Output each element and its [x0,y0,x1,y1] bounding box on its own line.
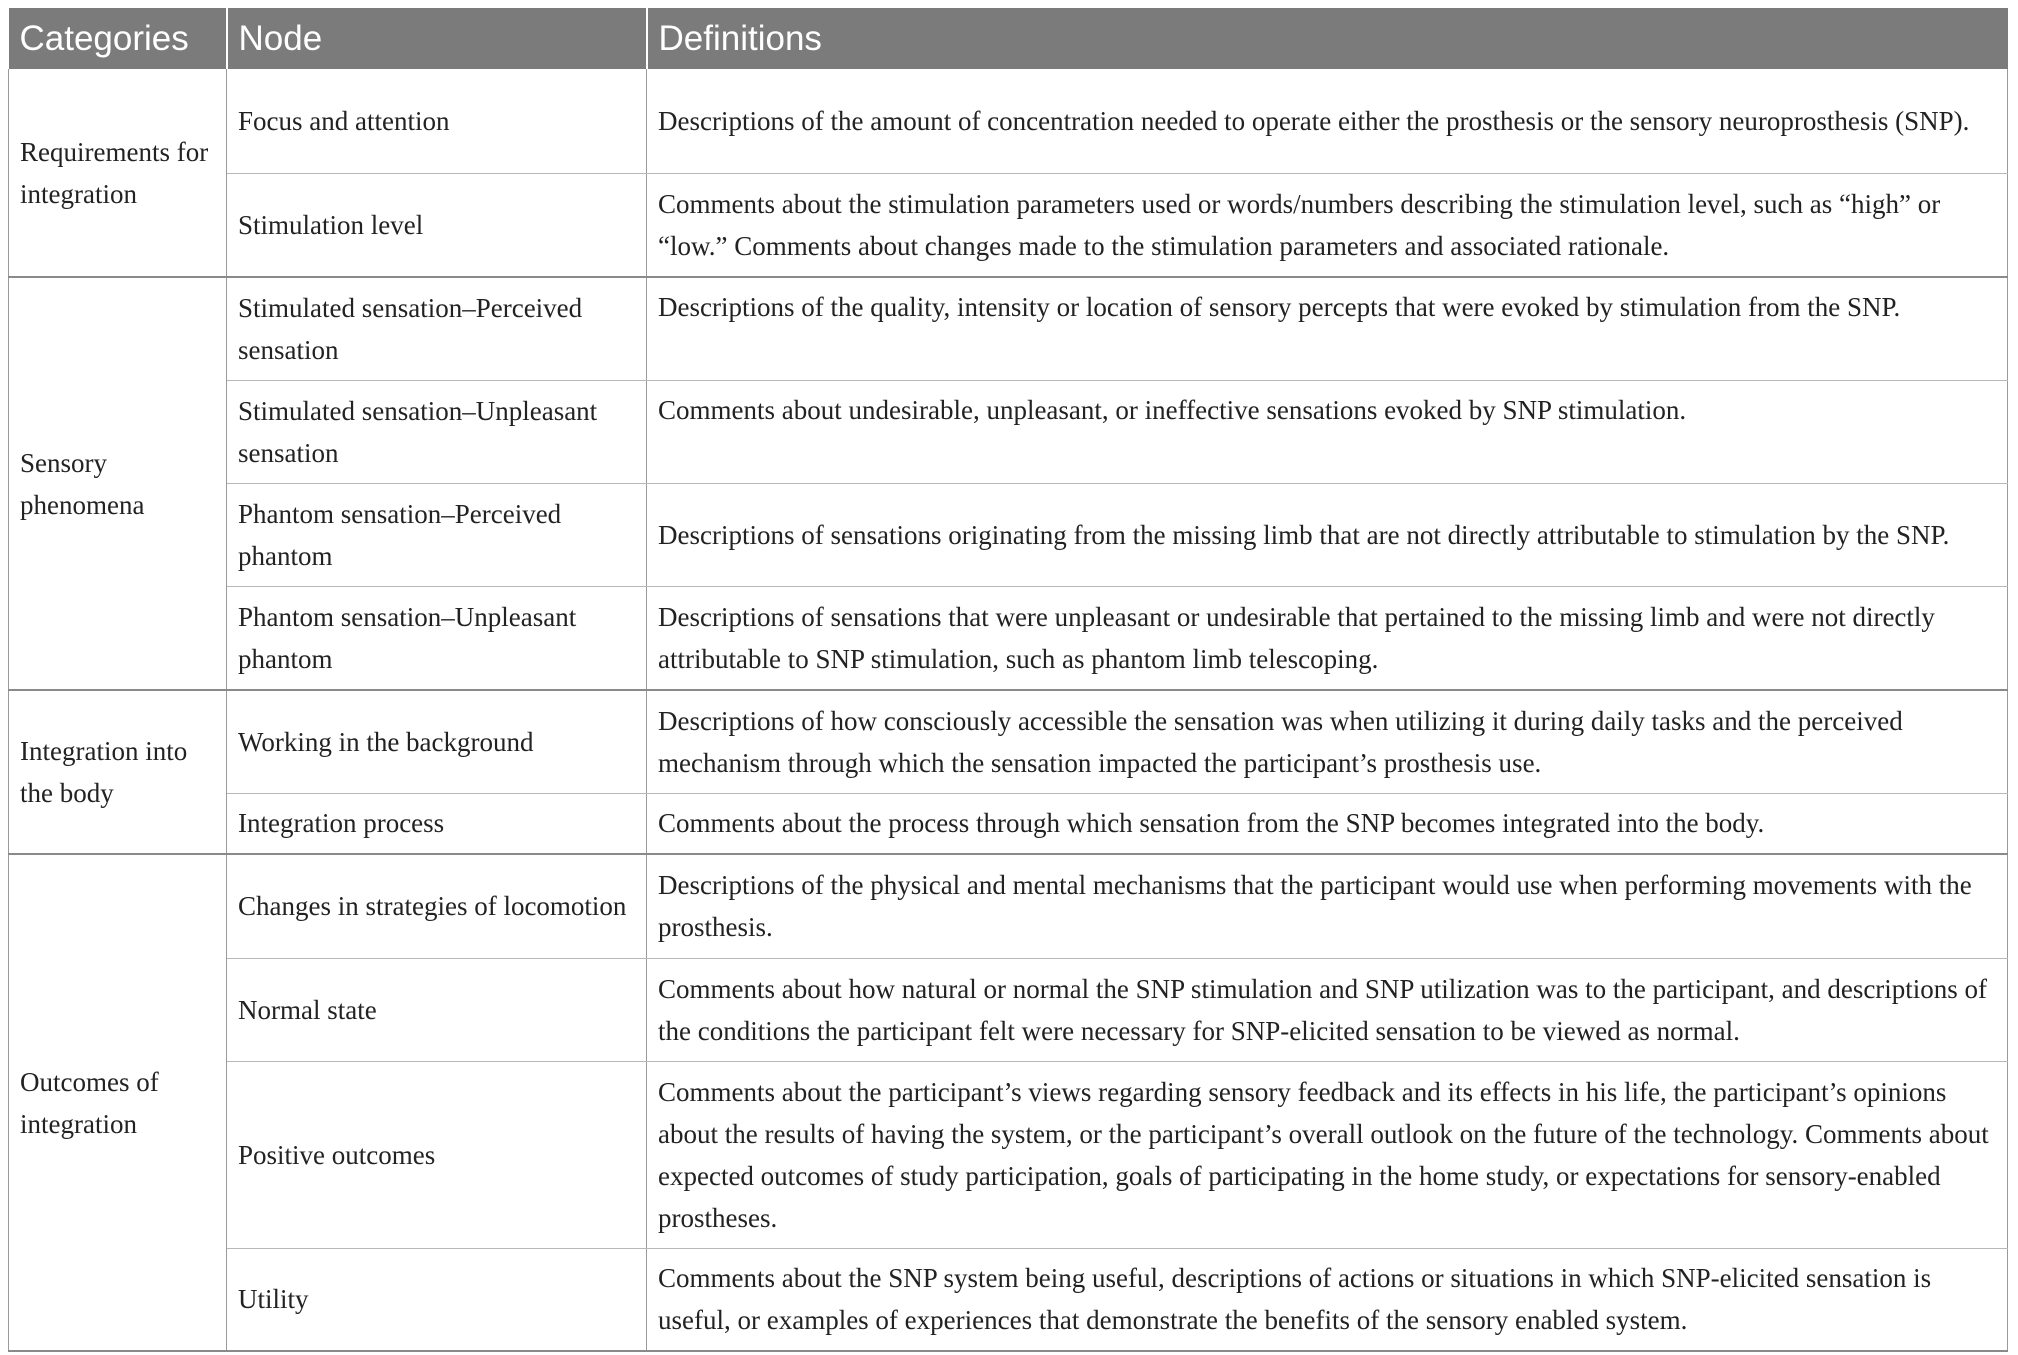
table-row [9,380,2008,483]
table-row [9,586,2008,690]
definition-cell: Descriptions of how consciously accessible the sensation was when utilizing it during daily tasks and the perceived mechanism through which the sensation impacted the participant’s prosthesis use. [647,690,2008,793]
definition-cell: Comments about the participant’s views regarding sensory feedback and its effects in his life, the participant’s opinions about the results of having the system, or the participant’s overall outlook on the future of the technology. Comments about expected outcomes of study participation, goals of participating in the home study, or expectations for sensory-enabled prostheses. [647,1061,2008,1248]
table-row [9,958,2008,1061]
category-cell: Integration into the body [9,690,227,854]
table-row [9,1248,2008,1351]
table-row [9,483,2008,586]
node-cell: Stimulation level [227,173,647,277]
category-cell: Sensory phenomena [9,277,227,690]
table-row [9,690,2008,793]
category-cell: Requirements for integration [9,69,227,277]
node-cell: Stimulated sensation–Unpleasant sensation [227,380,647,483]
node-cell: Focus and attention [227,69,647,173]
definition-cell: Comments about the process through which sensation from the SNP becomes integrated into the body. [647,793,2008,854]
definition-cell: Descriptions of sensations originating from the missing limb that are not directly attributable to stimulation by the SNP. [647,483,2008,586]
definition-cell: Descriptions of the amount of concentration needed to operate either the prosthesis or the sensory neuroprosthesis (SNP). [647,69,2008,173]
header-node: Node [227,8,647,69]
definition-cell: Comments about the stimulation parameters used or words/numbers describing the stimulation level, such as “high” or “low.” Comments about changes made to the stimulation parameters and associated rationale. [647,173,2008,277]
table-row [9,854,2008,958]
definition-cell: Descriptions of the physical and mental mechanisms that the participant would use when performing movements with the prosthesis. [647,854,2008,958]
definition-cell: Descriptions of sensations that were unpleasant or undesirable that pertained to the missing limb and were not directly attributable to SNP stimulation, such as phantom limb telescoping. [647,586,2008,690]
node-cell: Integration process [227,793,647,854]
header-row [9,8,2008,69]
definitions-table [8,8,2008,1352]
definition-cell: Comments about undesirable, unpleasant, or ineffective sensations evoked by SNP stimulation. [647,380,2008,483]
table-row [9,1061,2008,1248]
table-row [9,793,2008,854]
category-cell: Outcomes of integration [9,854,227,1351]
header-categories: Categories [9,8,227,69]
table-row [9,69,2008,173]
node-cell: Stimulated sensation–Perceived sensation [227,277,647,380]
header-definitions: Definitions [647,8,2008,69]
node-cell: Changes in strategies of locomotion [227,854,647,958]
definition-cell: Descriptions of the quality, intensity or location of sensory percepts that were evoked by stimulation from the SNP. [647,277,2008,380]
definition-cell: Comments about the SNP system being useful, descriptions of actions or situations in which SNP-elicited sensation is useful, or examples of experiences that demonstrate the benefits of the sensory enabled system. [647,1248,2008,1351]
table-row [9,173,2008,277]
node-cell: Phantom sensation–Perceived phantom [227,483,647,586]
node-cell: Working in the background [227,690,647,793]
node-cell: Phantom sensation–Unpleasant phantom [227,586,647,690]
node-cell: Positive outcomes [227,1061,647,1248]
node-cell: Utility [227,1248,647,1351]
definition-cell: Comments about how natural or normal the SNP stimulation and SNP utilization was to the participant, and descriptions of the conditions the participant felt were necessary for SNP-elicited sensation to be viewed as normal. [647,958,2008,1061]
table-row [9,277,2008,380]
node-cell: Normal state [227,958,647,1061]
